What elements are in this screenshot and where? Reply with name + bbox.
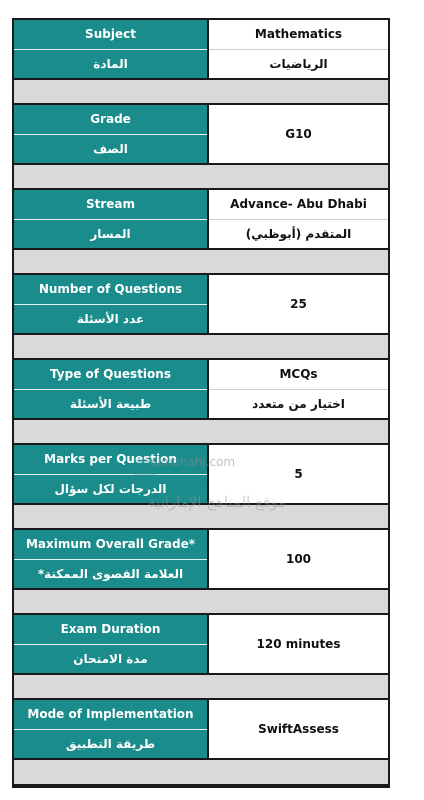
label-en: Number of Questions <box>14 275 207 305</box>
value-cell <box>209 700 388 758</box>
value: SwiftAssess <box>258 722 339 736</box>
label-cell <box>14 105 209 163</box>
row-stream <box>14 190 388 248</box>
spacer-row <box>14 588 388 615</box>
value-cell <box>209 615 388 673</box>
row-maximum-overall-grade <box>14 530 388 588</box>
label-cell <box>14 360 209 418</box>
label-en: Mode of Implementation <box>14 700 207 730</box>
row-grade <box>14 105 388 163</box>
watermark-site: almanahj.com <box>150 455 236 469</box>
label-en: Marks per Question <box>14 445 207 475</box>
label-ar: الصف <box>93 141 128 156</box>
value: 5 <box>294 467 303 481</box>
spacer-row <box>14 163 388 190</box>
row-number-of-questions <box>14 275 388 333</box>
label-ar: الدرجات لكل سؤال <box>54 481 167 496</box>
value-cell <box>209 360 388 418</box>
value: G10 <box>285 127 312 141</box>
row-mode-of-implementation <box>14 700 388 758</box>
label-en: Exam Duration <box>14 615 207 645</box>
label-ar: طريقة التطبيق <box>65 736 156 751</box>
spacer-row <box>14 758 388 786</box>
label-ar: المسار <box>90 226 131 241</box>
value: 25 <box>290 297 307 311</box>
value-ar: اختيار من متعدد <box>252 396 345 411</box>
label-en: Subject <box>14 20 207 50</box>
label-ar: عدد الأسئلة <box>76 311 145 326</box>
label-cell <box>14 20 209 78</box>
label-cell <box>14 445 209 503</box>
value: 120 minutes <box>256 637 341 651</box>
value-ar: الرياضيات <box>269 56 328 71</box>
value-cell <box>209 445 388 503</box>
row-exam-duration <box>14 615 388 673</box>
label-en: Type of Questions <box>14 360 207 390</box>
value-cell <box>209 190 388 248</box>
label-ar: العلامة القصوى الممكنة* <box>37 566 184 581</box>
label-en: Stream <box>14 190 207 220</box>
watermark-name: موقع المناهج الإماراتية <box>148 493 287 511</box>
label-cell <box>14 615 209 673</box>
value-ar: المتقدم (أبوظبي) <box>245 226 352 241</box>
value-cell <box>209 275 388 333</box>
spacer-row <box>14 333 388 360</box>
label-ar: طبيعة الأسئلة <box>69 396 152 411</box>
label-en: Grade <box>14 105 207 135</box>
label-ar: المادة <box>93 56 128 71</box>
value-en: Mathematics <box>209 20 388 50</box>
value: 100 <box>285 552 312 566</box>
spacer-row <box>14 248 388 275</box>
spacer-row <box>14 503 388 530</box>
value-en: Advance- Abu Dhabi <box>209 190 388 220</box>
label-ar: مدة الامتحان <box>73 651 148 666</box>
row-type-of-questions <box>14 360 388 418</box>
spacer-row <box>14 418 388 445</box>
label-cell <box>14 190 209 248</box>
value-cell <box>209 20 388 78</box>
row-subject <box>14 20 388 78</box>
value-cell <box>209 105 388 163</box>
spacer-row <box>14 673 388 700</box>
exam-info-table <box>12 18 390 788</box>
spacer-row <box>14 78 388 105</box>
label-en: Maximum Overall Grade* <box>14 530 207 560</box>
label-cell <box>14 700 209 758</box>
label-cell <box>14 530 209 588</box>
label-cell <box>14 275 209 333</box>
value-cell <box>209 530 388 588</box>
value-en: MCQs <box>209 360 388 390</box>
row-marks-per-question <box>14 445 388 503</box>
